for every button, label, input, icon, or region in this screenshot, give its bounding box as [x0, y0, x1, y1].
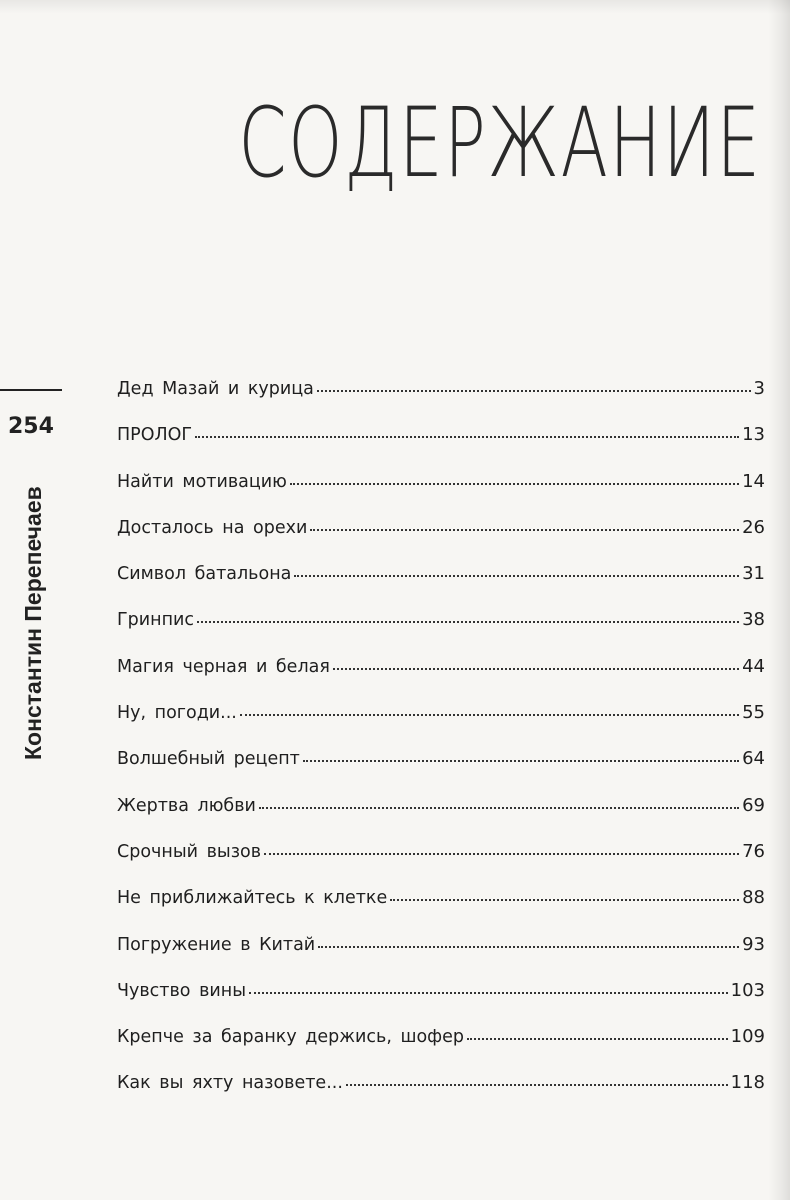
toc-entry-title: Магия черная и белая	[117, 656, 330, 677]
toc-entry-title: Найти мотивацию	[117, 471, 287, 492]
toc-entry-title: Ну, погоди...	[117, 703, 237, 724]
table-of-contents	[117, 378, 765, 1119]
toc-entry-page: 69	[742, 794, 765, 816]
toc-entry[interactable]	[117, 887, 765, 933]
toc-entry[interactable]	[117, 563, 765, 609]
toc-entry-title: Как вы яхту назовете...	[117, 1073, 343, 1094]
toc-entry-title: Погружение в Китай	[117, 934, 316, 955]
toc-entry-page: 55	[742, 702, 765, 724]
toc-dot-leader	[318, 945, 739, 948]
toc-entry-title: Гринпис	[117, 610, 195, 631]
toc-entry[interactable]	[117, 980, 765, 1026]
toc-entry[interactable]	[117, 656, 765, 702]
toc-entry-page: 3	[753, 378, 765, 399]
toc-entry-title: Досталось на орехи	[117, 517, 308, 538]
page-title: СОДЕРЖАНИЕ	[238, 87, 762, 199]
toc-dot-leader	[290, 482, 739, 485]
toc-entry-page: 93	[742, 933, 765, 955]
toc-entry-page: 13	[742, 424, 765, 446]
toc-dot-leader	[303, 759, 739, 762]
page-number: 254	[8, 414, 54, 439]
toc-dot-leader	[333, 667, 739, 670]
toc-dot-leader	[240, 713, 739, 716]
toc-dot-leader	[249, 991, 728, 994]
toc-entry-page: 31	[742, 563, 765, 585]
toc-entry[interactable]	[117, 702, 765, 748]
toc-entry-title: ПРОЛОГ	[117, 425, 193, 446]
toc-entry-page: 38	[742, 609, 765, 631]
toc-entry-page: 44	[742, 655, 765, 677]
toc-dot-leader	[467, 1037, 728, 1040]
toc-entry-page: 64	[742, 748, 765, 770]
toc-dot-leader	[264, 852, 739, 855]
toc-entry-page: 14	[742, 470, 765, 492]
toc-dot-leader	[294, 574, 739, 577]
toc-dot-leader	[259, 806, 739, 809]
side-rule	[0, 389, 62, 391]
toc-entry[interactable]	[117, 424, 765, 470]
toc-dot-leader	[317, 389, 751, 392]
toc-entry-page: 76	[742, 840, 765, 862]
toc-entry[interactable]	[117, 517, 765, 563]
toc-entry[interactable]	[117, 795, 765, 841]
toc-entry[interactable]	[117, 1026, 765, 1072]
toc-dot-leader	[310, 528, 739, 531]
toc-entry[interactable]	[117, 1072, 765, 1118]
toc-dot-leader	[390, 898, 739, 901]
toc-entry-title: Срочный вызов	[117, 841, 262, 862]
page-edge-shadow	[768, 0, 790, 1200]
toc-entry-page: 109	[730, 1026, 765, 1048]
toc-entry-title: Жертва любви	[117, 795, 256, 816]
toc-entry[interactable]	[117, 748, 765, 794]
toc-entry-title: Дед Мазай и курица	[117, 379, 314, 399]
toc-entry[interactable]	[117, 471, 765, 517]
toc-entry[interactable]	[117, 609, 765, 655]
toc-entry[interactable]	[117, 378, 765, 424]
toc-entry-title: Крепче за баранку держись, шофер	[117, 1027, 465, 1048]
toc-entry-title: Чувство вины	[117, 980, 247, 1001]
author-name: Константин Перепечаев	[20, 486, 46, 760]
toc-entry-page: 103	[730, 979, 765, 1001]
toc-entry-page: 88	[742, 887, 765, 909]
toc-entry[interactable]	[117, 841, 765, 887]
toc-dot-leader	[197, 620, 739, 623]
toc-dot-leader	[346, 1083, 728, 1086]
toc-entry-title: Волшебный рецепт	[117, 749, 300, 770]
toc-entry-title: Не приближайтесь к клетке	[117, 888, 388, 909]
toc-dot-leader	[195, 435, 739, 438]
toc-entry-page: 26	[742, 516, 765, 538]
page-top-shadow	[0, 0, 790, 14]
toc-entry[interactable]	[117, 934, 765, 980]
toc-entry-title: Символ батальона	[117, 564, 292, 585]
toc-entry-page: 118	[730, 1072, 765, 1094]
